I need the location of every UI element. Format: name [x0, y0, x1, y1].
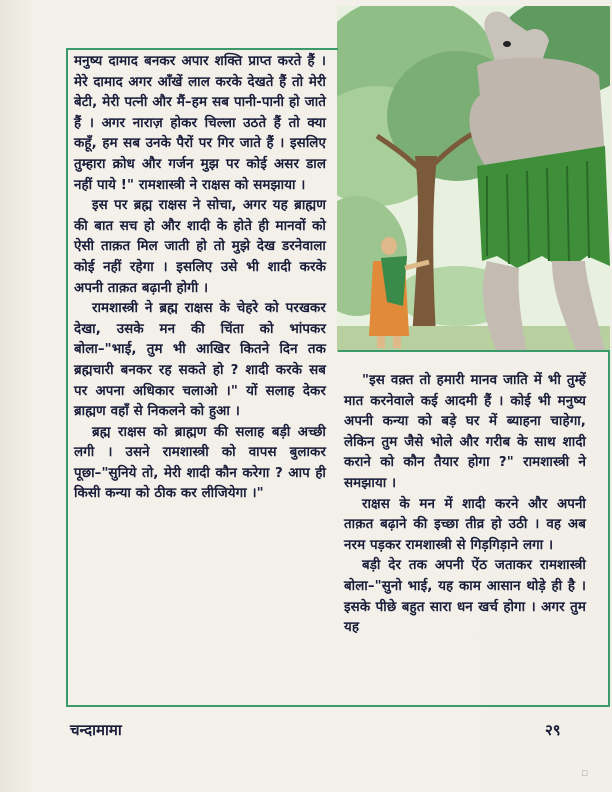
frame-line-middle: [338, 350, 610, 352]
paragraph-4: ब्रह्म राक्षस को ब्राह्मण की सलाह बड़ी अच्छी लगी । उसने रामशास्त्री को वापस बुलाकर पूछा–"सुनिये तो, मेरी शादी कौन करेगा ? आप ही किसी कन्या को ठीक कर लीजियेगा ।": [74, 424, 326, 502]
paragraph-1: मनुष्य दामाद बनकर अपार शक्ति प्राप्त करते हैं । मेरे दामाद अगर आँखें लाल करके देखते हैं तो मेरी बेटी, मेरी पत्नी और मैं–हम सब पानी-पानी हो जाते हैं । अगर नाराज़ होकर चिल्ला उठते हैं तो क्या कहूँ, हम सब उनके पैरों पर गिर जाते हैं । इसलिए तुम्हारा क्रोध और गर्जन मुझ पर कोई असर डाल नहीं पाये !" रामशास्त्री ने राक्षस को समझाया ।: [74, 54, 326, 193]
right-text-column: [344, 371, 586, 639]
story-illustration: [337, 6, 610, 352]
scan-corner-mark: ▫: [581, 766, 589, 779]
paragraph-7: बड़ी देर तक अपनी ऐंठ जताकर रामशास्त्री बोला–"सुनो भाई, यह काम आसान थोड़े ही है । इसके पीछे बहुत सारा धन खर्च होगा । अगर तुम यह: [344, 558, 586, 636]
frame-line-right: [608, 350, 610, 707]
page-number: २९: [545, 721, 561, 739]
frame-line-left: [66, 48, 68, 706]
frame-line-bottom: [66, 705, 610, 707]
paragraph-3: रामशास्त्री ने ब्रह्म राक्षस के चेहरे को परखकर देखा, उसके मन की चिंता को भांपकर बोला–"भाई, तुम भी आखिर कितने दिन तक ब्रह्मचारी बनकर रह सकते हो ? शादी करके सब पर अपना अधिकार चलाओ ।" यों सलाह देकर ब्राह्मण वहाँ से निकलने को हुआ ।: [74, 301, 326, 420]
paragraph-5: "इस वक़्त तो हमारी मानव जाति में भी तुम्हें मात करनेवाले कई आदमी हैं । कोई भी मनुष्य अपनी कन्या को बड़े घर में ब्याहना चाहेगा, लेकिन तुम जैसे भोले और गरीब के साथ शादी कराने को कौन तैयार होगा ?" रामशास्त्री ने समझाया ।: [344, 373, 586, 491]
frame-line-top: [66, 48, 338, 50]
left-text-column: [74, 52, 326, 505]
paragraph-2: इस पर ब्रह्म राक्षस ने सोचा, अगर यह ब्राह्मण की बात सच हो और शादी के होते ही मानवों को ऐसी ताक़त मिल जाती हो तो मुझे देख डरनेवाला कोई नहीं रहेगा । इसलिए उसे भी शादी करके अपनी ताक़त बढ़ानी होगी ।: [74, 198, 326, 296]
magazine-title: चन्दामामा: [70, 721, 122, 739]
paragraph-6: राक्षस के मन में शादी करने और अपनी ताक़त बढ़ाने की इच्छा तीव्र हो उठी । वह अब नरम पड़कर रामशास्त्री से गिड़गिड़ाने लगा ।: [344, 496, 586, 553]
